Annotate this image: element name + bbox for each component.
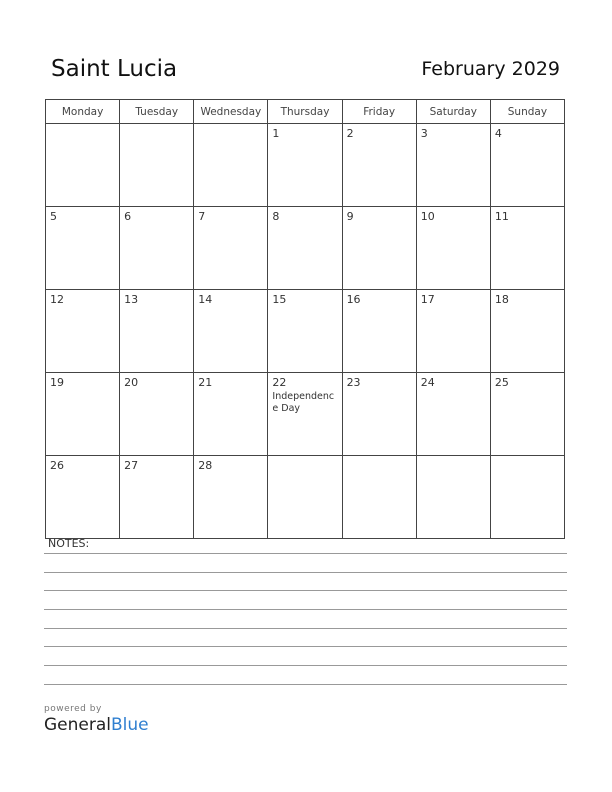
day-number: 27 [124,459,139,472]
day-cell [490,373,564,456]
note-line [44,628,567,629]
day-number: 6 [124,210,132,223]
day-number: 22 [272,376,287,389]
day-cell [416,124,490,207]
day-number: 25 [494,376,509,389]
day-cell [194,290,268,373]
day-cell [268,373,342,456]
day-cell [342,456,416,539]
day-number: 20 [124,376,139,389]
day-cell [46,207,120,290]
week-row [46,290,565,373]
day-number: 7 [198,210,206,223]
day-number: 3 [420,127,428,140]
day-cell [342,124,416,207]
day-cell [194,456,268,539]
day-number: 24 [420,376,435,389]
day-number: 19 [50,376,64,389]
weekday-header: Thursday [268,100,342,124]
day-cell [120,456,194,539]
day-cell [490,456,564,539]
week-row [46,207,565,290]
day-number: 12 [50,293,64,306]
calendar-grid [45,99,565,539]
day-cell [120,124,194,207]
week-row [46,373,565,456]
day-number: 11 [494,210,509,223]
day-number: 4 [494,127,502,140]
note-line [44,572,567,573]
weekday-header: Monday [46,100,120,124]
day-cell [416,373,490,456]
day-number: 17 [420,293,435,306]
powered-by-text: powered by [44,704,102,714]
day-number: 13 [124,293,139,306]
day-cell [120,373,194,456]
day-number: 26 [50,459,64,472]
day-cell [490,124,564,207]
day-cell [46,373,120,456]
day-cell [268,456,342,539]
day-cell [268,207,342,290]
day-number: 14 [198,293,213,306]
notes-label: NOTES: [48,537,90,550]
day-cell [120,207,194,290]
day-number: 18 [494,293,509,306]
day-number: 9 [346,210,354,223]
country-title: Saint Lucia [51,56,178,82]
month-title: February 2029 [421,58,560,80]
week-row [46,124,565,207]
note-line [44,665,567,666]
week-row [46,456,565,539]
day-cell [194,207,268,290]
day-number: 5 [50,210,57,223]
day-cell [416,456,490,539]
day-cell [46,124,120,207]
day-number: 8 [272,210,280,223]
day-number: 10 [420,210,435,223]
day-cell [342,207,416,290]
day-cell [46,290,120,373]
day-cell [46,456,120,539]
weekday-header-row [46,100,565,124]
day-cell [194,124,268,207]
note-line [44,553,567,554]
weekday-header: Saturday [416,100,490,124]
generalblue-logo [44,715,149,735]
note-line [44,646,567,647]
weekday-header: Tuesday [120,100,194,124]
logo-text-blue: Blue [111,715,149,735]
day-number: 28 [198,459,213,472]
day-cell [416,290,490,373]
day-cell [120,290,194,373]
weekday-header: Sunday [490,100,564,124]
day-cell [416,207,490,290]
day-cell [194,373,268,456]
note-line [44,590,567,591]
brand-block [44,704,149,735]
day-number: 15 [272,293,287,306]
note-line [44,684,567,685]
day-number: 23 [346,376,361,389]
day-cell [342,373,416,456]
day-number: 21 [198,376,213,389]
logo-text-general: General [44,715,111,735]
weekday-header: Wednesday [194,100,268,124]
day-cell [268,290,342,373]
day-number: 2 [346,127,354,140]
day-number: 16 [346,293,361,306]
day-cell [490,290,564,373]
day-cell [490,207,564,290]
day-number: 1 [272,127,280,140]
holiday-label: Independence Day [272,391,335,414]
day-cell [268,124,342,207]
weekday-header: Friday [342,100,416,124]
note-line [44,609,567,610]
day-cell [342,290,416,373]
